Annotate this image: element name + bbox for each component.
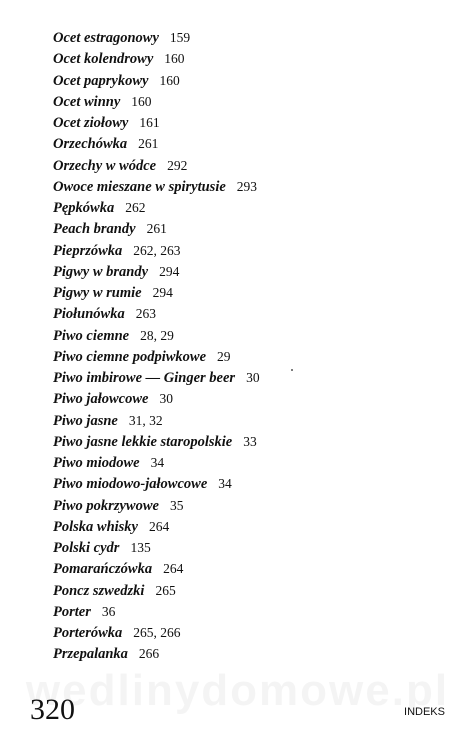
index-page-numbers: 29	[217, 348, 231, 364]
index-entry	[53, 303, 260, 324]
index-term: Polska whisky	[53, 518, 138, 535]
index-page-numbers: 34	[150, 455, 165, 470]
index-page-numbers: 265, 266	[133, 625, 181, 640]
index-page-numbers: 263	[135, 306, 156, 322]
index-term: Piwo miodowe	[53, 455, 140, 471]
index-page-numbers: 160	[131, 93, 152, 109]
index-page-numbers: 264	[163, 561, 184, 577]
index-term: Porter	[53, 603, 91, 620]
index-page-numbers: 261	[138, 136, 159, 152]
index-entry	[53, 218, 260, 239]
index-page-numbers: 161	[139, 115, 160, 130]
index-entry	[53, 410, 260, 431]
index-term: Piwo miodowo-jałowcowe	[53, 476, 208, 493]
index-page-numbers: 266	[138, 646, 160, 662]
index-entry	[53, 473, 260, 494]
print-speck	[291, 369, 293, 371]
index-entry	[53, 155, 260, 176]
index-page-numbers: 31, 32	[128, 412, 163, 428]
index-entry	[53, 388, 260, 409]
index-entry	[53, 580, 260, 601]
index-term: Piołunówka	[53, 306, 125, 323]
index-entry	[53, 601, 260, 622]
index-entry	[53, 346, 260, 367]
index-term: Piwo ciemne podpiwkowe	[53, 348, 207, 365]
index-term: Owoce mieszane w spirytusie	[53, 178, 226, 195]
index-entry	[53, 112, 260, 133]
index-term: Ocet winny	[53, 93, 121, 110]
index-term: Pieprzówka	[53, 242, 123, 259]
index-term: Pigwy w brandy	[53, 263, 149, 280]
index-term: Polski cydr	[53, 540, 120, 556]
index-entry	[53, 261, 260, 282]
index-page-numbers: 294	[152, 285, 173, 300]
index-term: Pępkówka	[53, 200, 115, 216]
index-list	[53, 27, 260, 665]
index-entry	[53, 48, 260, 69]
index-page-numbers: 159	[169, 30, 191, 45]
index-page-numbers: 36	[101, 603, 116, 619]
index-term: Piwo ciemne	[53, 327, 130, 344]
index-term: Poncz szwedzki	[53, 582, 145, 599]
index-page-numbers: 264	[149, 518, 170, 534]
index-term: Piwo imbirowe — Ginger beer	[53, 370, 236, 386]
index-entry	[53, 176, 260, 197]
index-entry	[53, 622, 260, 643]
index-entry	[53, 643, 260, 664]
index-term: Piwo jasne lekkie staropolskie	[53, 433, 233, 450]
index-entry	[53, 516, 260, 537]
index-term: Orzechówka	[53, 136, 128, 153]
index-term: Orzechy w wódce	[53, 157, 157, 174]
index-term: Ocet paprykowy	[53, 72, 149, 89]
index-term: Ocet ziołowy	[53, 115, 129, 131]
index-page-numbers: 30	[246, 370, 260, 385]
index-page-numbers: 28, 29	[140, 327, 174, 343]
index-term: Pigwy w rumie	[53, 285, 142, 301]
index-page-numbers: 135	[130, 540, 151, 555]
index-entry	[53, 367, 260, 388]
index-entry	[53, 325, 260, 346]
index-page-numbers: 160	[159, 72, 180, 88]
index-entry	[53, 70, 260, 91]
index-term: Przepalanka	[53, 646, 128, 663]
index-page-numbers: 30	[159, 391, 173, 407]
index-term: Piwo jasne	[53, 412, 118, 429]
index-page-numbers: 293	[236, 178, 258, 194]
index-entry	[53, 282, 260, 303]
index-entry	[53, 27, 260, 48]
index-page-numbers: 261	[146, 221, 167, 237]
index-page-numbers: 294	[159, 263, 180, 279]
index-term: Piwo jałowcowe	[53, 391, 149, 408]
index-term: Peach brandy	[53, 221, 136, 238]
index-entry	[53, 240, 260, 261]
index-term: Porterówka	[53, 625, 123, 641]
index-entry	[53, 452, 260, 473]
index-page-numbers: 160	[164, 51, 185, 67]
index-page-numbers: 33	[243, 433, 257, 449]
index-term: Pomarańczówka	[53, 561, 153, 578]
index-term: Ocet kolendrowy	[53, 51, 154, 68]
index-page-numbers: 35	[169, 497, 184, 513]
index-entry	[53, 91, 260, 112]
index-entry	[53, 495, 260, 516]
index-entry	[53, 197, 260, 218]
index-page-numbers: 265	[155, 582, 176, 598]
index-page-numbers: 292	[167, 157, 188, 173]
index-entry	[53, 537, 260, 558]
index-page-numbers: 34	[218, 476, 232, 492]
index-entry	[53, 558, 260, 579]
index-entry	[53, 431, 260, 452]
index-entry	[53, 133, 260, 154]
index-page-numbers: 262, 263	[133, 242, 181, 258]
page-number: 320	[30, 693, 75, 726]
index-term: Piwo pokrzywowe	[53, 497, 159, 514]
index-page-numbers: 262	[125, 200, 146, 215]
section-running-head: INDEKS	[404, 706, 445, 718]
index-term: Ocet estragonowy	[53, 30, 159, 46]
